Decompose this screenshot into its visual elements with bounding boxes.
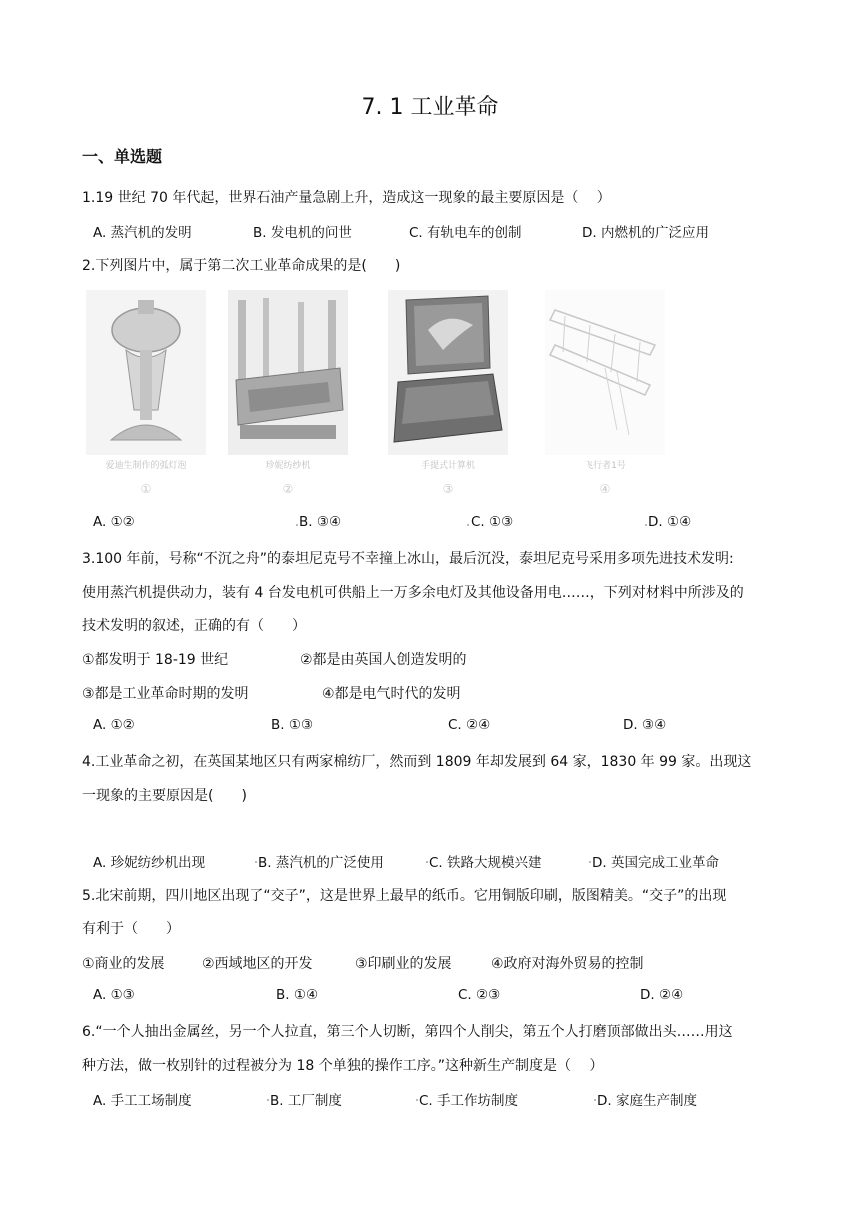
question-6-line-1: 6.“一个人抽出金属丝，另一个人拉直，第三个人切断，第四个人削尖，第五个人打磨顶部做出头……用这 — [82, 1024, 733, 1040]
figure-laptop-image — [388, 290, 508, 455]
separator-dot — [467, 524, 469, 526]
figure-arc-lamp-image — [86, 290, 206, 455]
question-6-line-2: 种方法，做一枚别针的过程被分为 18 个单独的操作工序。”这种新生产制度是（ ） — [82, 1058, 604, 1074]
figure-spinning-jenny-image — [228, 290, 348, 455]
question-5-line-1: 5.北宋前期，四川地区出现了“交子”，这是世界上最早的纸币。它用铜版印刷，版图精美。“交子”的出现 — [82, 888, 727, 904]
question-4-line-1: 4.工业革命之初，在英国某地区只有两家棉纺厂，然而到 1809 年却发展到 64 家，1830 年 99 家。出现这 — [82, 754, 752, 770]
q5-statement-3: ③印刷业的发展 — [355, 956, 452, 972]
q5-statement-4: ④政府对海外贸易的控制 — [491, 956, 644, 972]
q3-option-a: A. ①② — [93, 717, 135, 733]
q6-option-d: D. 家庭生产制度 — [597, 1093, 697, 1109]
q4-option-d: D. 英国完成工业革命 — [592, 855, 719, 871]
q3-statement-3: ③都是工业革命时期的发明 — [82, 686, 249, 702]
q4-option-b: B. 蒸汽机的广泛使用 — [258, 855, 384, 871]
q6-option-c: C. 手工作坊制度 — [419, 1093, 519, 1109]
separator-dot — [296, 524, 298, 526]
q5-option-b: B. ①④ — [276, 987, 319, 1003]
question-3-line-2: 使用蒸汽机提供动力，装有 4 台发电机可供船上一万多余电灯及其他设备用电……，下列对材料中所涉及的 — [82, 585, 744, 601]
separator-dot — [267, 1099, 269, 1101]
separator-dot — [416, 1099, 418, 1101]
question-5-line-2: 有利于（ ） — [82, 921, 180, 937]
q1-option-d: D. 内燃机的广泛应用 — [582, 225, 709, 241]
figure-1-number: ① — [140, 482, 152, 496]
figure-4-number: ④ — [599, 482, 611, 496]
question-2-stem: 2.下列图片中，属于第二次工业革命成果的是( ) — [82, 258, 401, 274]
q1-option-a: A. 蒸汽机的发明 — [93, 225, 192, 241]
q6-option-b: B. 工厂制度 — [270, 1093, 342, 1109]
figure-4-caption: 飞行者1号 — [584, 461, 626, 471]
separator-dot — [589, 861, 591, 863]
figure-3-number: ③ — [442, 482, 454, 496]
figure-1-caption: 爱迪生制作的弧灯泡 — [105, 461, 187, 471]
q3-option-d: D. ③④ — [623, 717, 667, 733]
q5-statement-1: ①商业的发展 — [82, 956, 165, 972]
q5-option-d: D. ②④ — [640, 987, 684, 1003]
page-title: 7. 1 工业革命 — [361, 95, 499, 120]
q5-option-a: A. ①③ — [93, 987, 135, 1003]
separator-dot — [645, 524, 647, 526]
question-3-line-3: 技术发明的叙述，正确的有（ ） — [82, 618, 306, 634]
question-4-line-2: 一现象的主要原因是( ) — [82, 788, 247, 804]
separator-dot — [594, 1099, 596, 1101]
q1-option-c: C. 有轨电车的创制 — [409, 225, 522, 241]
q3-statement-2: ②都是由英国人创造发明的 — [300, 652, 467, 668]
figure-2-caption: 珍妮纺纱机 — [265, 461, 311, 471]
q1-option-b: B. 发电机的问世 — [253, 225, 352, 241]
q4-option-c: C. 铁路大规模兴建 — [429, 855, 542, 871]
q3-option-c: C. ②④ — [448, 717, 491, 733]
figure-airplane-image — [545, 290, 665, 455]
q3-statement-4: ④都是电气时代的发明 — [322, 686, 461, 702]
q6-option-a: A. 手工工场制度 — [93, 1093, 192, 1109]
section-heading: 一、单选题 — [82, 147, 163, 166]
q3-option-b: B. ①③ — [271, 717, 314, 733]
q2-option-d: D. ①④ — [648, 514, 692, 530]
question-3-line-1: 3.100 年前，号称“不沉之舟”的泰坦尼克号不幸撞上冰山，最后沉没，泰坦尼克号采用多项先进技术发明: — [82, 551, 734, 567]
separator-dot — [255, 861, 257, 863]
q5-statement-2: ②西域地区的开发 — [202, 956, 313, 972]
question-1-stem: 1.19 世纪 70 年代起，世界石油产量急剧上升，造成这一现象的最主要原因是（ ） — [82, 190, 611, 206]
separator-dot — [426, 861, 428, 863]
q2-option-c: C. ①③ — [471, 514, 514, 530]
figure-2-number: ② — [282, 482, 294, 496]
figure-3-caption: 手提式计算机 — [420, 461, 475, 471]
q5-option-c: C. ②③ — [458, 987, 501, 1003]
q3-statement-1: ①都发明于 18-19 世纪 — [82, 652, 229, 668]
q4-option-a: A. 珍妮纺纱机出现 — [93, 855, 206, 871]
q2-option-a: A. ①② — [93, 514, 135, 530]
q2-option-b: B. ③④ — [299, 514, 342, 530]
